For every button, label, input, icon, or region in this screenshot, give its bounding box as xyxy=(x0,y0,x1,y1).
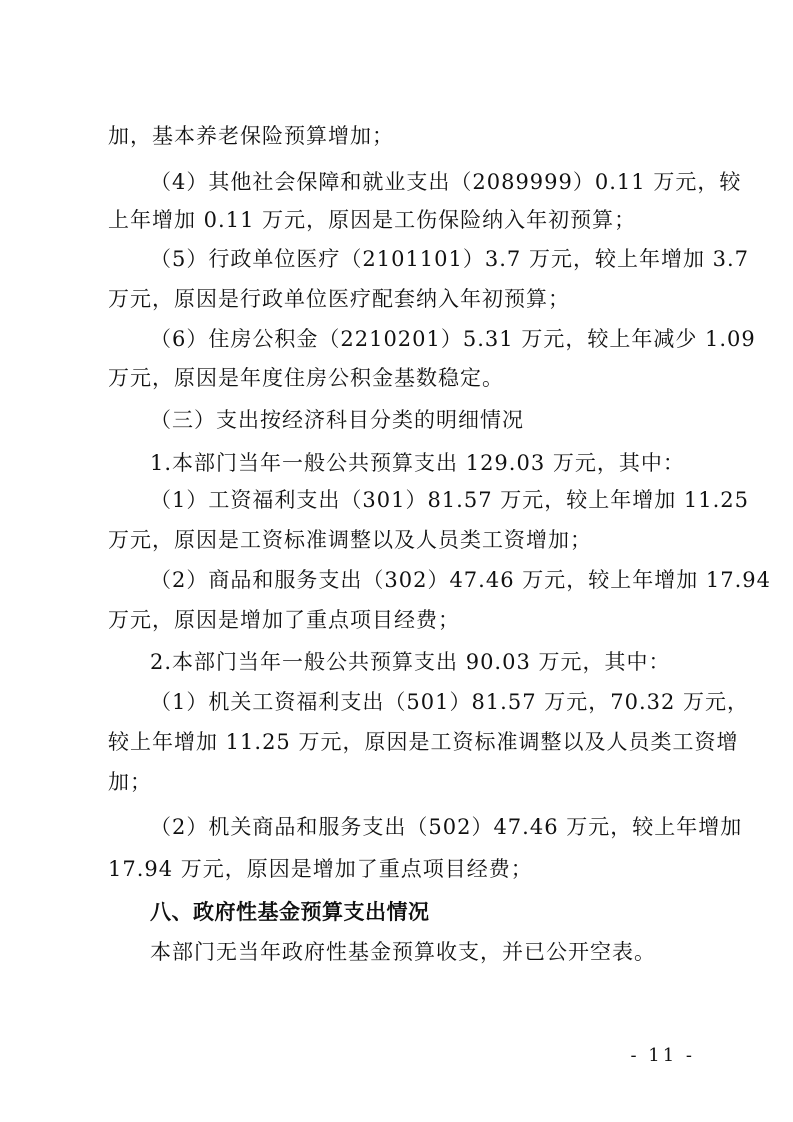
paragraph-line: 17.94 万元，原因是增加了重点项目经费； xyxy=(108,857,533,881)
paragraph-line: 2.本部门当年一般公共预算支出 90.03 万元，其中： xyxy=(150,650,671,674)
paragraph-line: 上年增加 0.11 万元，原因是工伤保险纳入年初预算； xyxy=(108,208,637,232)
paragraph-line: （5）行政单位医疗（2101101）3.7 万元，较上年增加 3.7 xyxy=(150,247,750,271)
paragraph-line: （1）工资福利支出（301）81.57 万元，较上年增加 11.25 xyxy=(150,488,750,512)
paragraph-line: 加，基本养老保险预算增加； xyxy=(108,124,394,148)
paragraph-line: 本部门无当年政府性基金预算收支，并已公开空表。 xyxy=(150,940,656,964)
paragraph-line: 加； xyxy=(108,770,152,794)
paragraph-line: （4）其他社会保障和就业支出（2089999）0.11 万元，较 xyxy=(150,170,742,194)
paragraph-line: 1.本部门当年一般公共预算支出 129.03 万元，其中： xyxy=(150,451,685,475)
paragraph-line: 万元，原因是行政单位医疗配套纳入年初预算； xyxy=(108,287,570,311)
paragraph-line: （2）商品和服务支出（302）47.46 万元，较上年增加 17.94 xyxy=(150,568,772,592)
paragraph-line: （6）住房公积金（2210201）5.31 万元，较上年减少 1.09 xyxy=(150,327,756,351)
section-heading: 八、政府性基金预算支出情况 xyxy=(150,900,430,924)
paragraph-line: （2）机关商品和服务支出（502）47.46 万元，较上年增加 xyxy=(150,815,743,839)
paragraph-line: 万元，原因是年度住房公积金基数稳定。 xyxy=(108,366,504,390)
paragraph-line: （1）机关工资福利支出（501）81.57 万元，70.32 万元， xyxy=(150,690,750,714)
paragraph-line: 万元，原因是增加了重点项目经费； xyxy=(108,608,460,632)
paragraph-line: 较上年增加 11.25 万元，原因是工资标准调整以及人员类工资增 xyxy=(108,730,739,754)
paragraph-line: 万元，原因是工资标准调整以及人员类工资增加； xyxy=(108,528,592,552)
page-number: - 11 - xyxy=(630,1045,695,1066)
section-subheading: （三）支出按经济科目分类的明细情况 xyxy=(150,408,524,432)
